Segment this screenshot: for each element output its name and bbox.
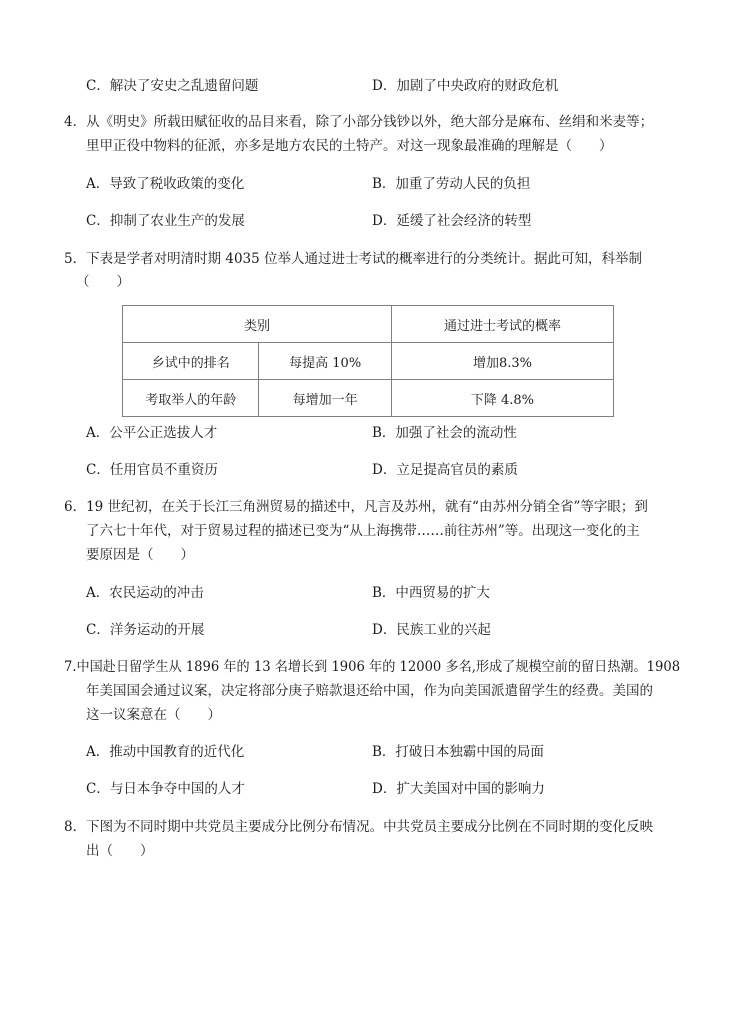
question-5-option-c: C．任用官员不重资历 — [86, 462, 218, 478]
question-4-option-c: C．抑制了农业生产的发展 — [86, 213, 245, 229]
question-6-stem-line-1: 6．19 世纪初，在关于长江三角洲贸易的描述中，凡言及苏州，就有“由苏州分销全省”等字眼；到 — [64, 499, 648, 515]
option-c: C．解决了安史之乱遗留问题 — [86, 78, 259, 94]
question-7-option-a: A．推动中国教育的近代化 — [86, 744, 245, 760]
question-7-stem-line-3: 这一议案意在（ ） — [86, 707, 221, 723]
question-5-stem-line-1: 5．下表是学者对明清时期 4035 位举人通过进士考试的概率进行的分类统计。据此可知，科举制 — [64, 251, 643, 267]
table-row — [123, 343, 614, 380]
table-header-category: 类别 — [123, 306, 392, 343]
table-cell-factor: 乡试中的排名 — [123, 343, 259, 380]
question-4-option-d: D．延缓了社会经济的转型 — [372, 213, 532, 229]
question-4-stem-line-1: 4．从《明史》所载田赋征收的品目来看，除了小部分钱钞以外，绝大部分是麻布、丝绢和米麦等； — [64, 114, 654, 130]
question-7-stem-line-1: 7.中国赴日留学生从 1896 年的 13 名增长到 1906 年的 12000 多名,形成了规模空前的留日热潮。1908 — [64, 659, 681, 675]
statistics-table — [122, 305, 614, 417]
question-6-stem-line-3: 要原因是（ ） — [86, 547, 194, 563]
question-7-option-b: B．打破日本独霸中国的局面 — [372, 744, 544, 760]
question-6-option-d: D．民族工业的兴起 — [372, 622, 491, 638]
table-cell-condition: 每增加一年 — [259, 380, 392, 417]
option-d: D．加剧了中央政府的财政危机 — [372, 78, 559, 94]
table-cell-change: 增加8.3% — [391, 343, 613, 380]
table-header-row — [123, 306, 614, 343]
table-cell-change: 下降 4.8% — [391, 380, 613, 417]
table-cell-factor: 考取举人的年龄 — [123, 380, 259, 417]
question-4-option-a: A．导致了税收政策的变化 — [86, 176, 245, 192]
question-8-stem-line-1: 8．下图为不同时期中共党员主要成分比例分布情况。中共党员主要成分比例在不同时期的变化反映 — [64, 819, 654, 835]
question-6-stem-line-2: 了六七十年代，对于贸易过程的描述已变为“从上海携带……前往苏州”等。出现这一变化的主 — [86, 523, 640, 539]
question-7-option-c: C．与日本争夺中国的人才 — [86, 781, 245, 797]
question-4-stem-line-2: 里甲正役中物料的征派，亦多是地方农民的土特产。对这一现象最准确的理解是（ ） — [86, 138, 613, 154]
question-5-option-a: A．公平公正选拔人才 — [86, 425, 218, 441]
question-7-option-d: D．扩大美国对中国的影响力 — [372, 781, 545, 797]
question-5-option-d: D．立足提高官员的素质 — [372, 462, 518, 478]
table-cell-condition: 每提高 10% — [259, 343, 392, 380]
question-5-option-b: B．加强了社会的流动性 — [372, 425, 517, 441]
question-5-stem-line-2: （ ） — [76, 274, 130, 290]
table-header-rate: 通过进士考试的概率 — [391, 306, 613, 343]
question-4-option-b: B．加重了劳动人民的负担 — [372, 176, 531, 192]
question-6-option-c: C．洋务运动的开展 — [86, 622, 205, 638]
table-row — [123, 380, 614, 417]
question-6-option-a: A．农民运动的冲击 — [86, 585, 204, 601]
question-6-option-b: B．中西贸易的扩大 — [372, 585, 490, 601]
question-8-stem-line-2: 出（ ） — [86, 843, 154, 859]
question-7-stem-line-2: 年美国国会通过议案，决定将部分庚子赔款退还给中国，作为向美国派遣留学生的经费。美国的 — [86, 683, 653, 699]
